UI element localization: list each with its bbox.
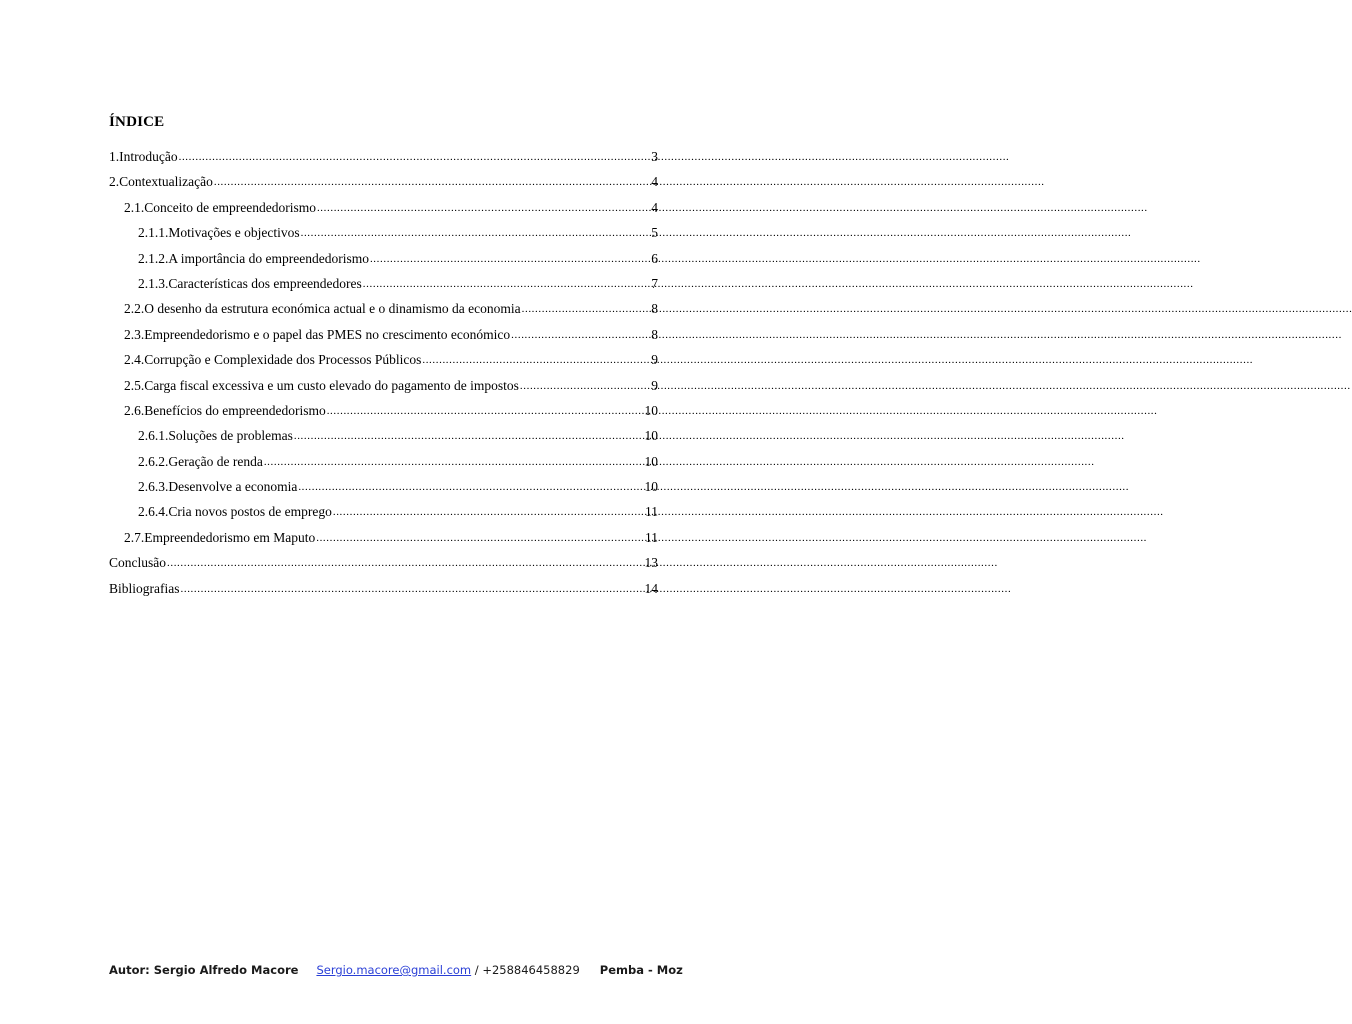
toc-entry-label: 2.7.Empreendedorismo em Maputo [124,529,316,545]
toc-dot-leader [294,424,641,447]
toc-entry-label: 2.Contextualização [109,174,213,190]
toc-entry-page-number: 9 [651,352,658,368]
toc-entry-label: Conclusão [109,555,166,571]
toc-entry[interactable] [109,171,658,196]
toc-dot-leader [333,500,641,523]
toc-entry[interactable] [109,578,658,603]
toc-entry[interactable] [109,349,658,374]
toc-entry-label: 2.6.2.Geração de renda [138,453,263,469]
toc-entry-page-number: 5 [651,225,658,241]
toc-dot-leader [316,526,641,549]
toc-dot-leader [511,323,647,346]
footer-phone: / +258846458829 [471,963,580,977]
toc-entry-page-number: 8 [651,326,658,342]
toc-dot-leader [363,272,647,295]
toc-dot-leader [422,348,647,371]
toc-entry[interactable] [109,273,658,298]
footer-location: Pemba - Moz [599,963,683,977]
toc-entry-page-number: 10 [644,428,658,444]
table-of-contents [109,146,658,603]
toc-dot-leader [317,196,647,219]
toc-entry-page-number: 10 [644,453,658,469]
toc-entry-page-number: 10 [644,402,658,418]
toc-entry-page-number: 9 [651,377,658,393]
footer-email-link[interactable]: Sergio.macore@gmail.com [316,963,472,977]
toc-entry[interactable] [109,298,658,323]
toc-entry[interactable] [109,425,658,450]
toc-entry[interactable] [109,552,658,577]
toc-entry-label: 1.Introdução [109,149,178,164]
toc-entry-page-number: 3 [651,149,658,164]
toc-entry-label: 2.6.1.Soluções de problemas [138,428,293,444]
toc-entry-label: 2.1.Conceito de empreendedorismo [124,199,316,215]
toc-entry-label: Bibliografias [109,580,180,596]
toc-entry-label: 2.2.O desenho da estrutura económica actual e o dinamismo da economia [124,301,521,317]
toc-entry-label: 2.1.2.A importância do empreendedorismo [138,250,369,266]
toc-entry-label: 2.6.3.Desenvolve a economia [138,479,298,495]
toc-dot-leader [370,247,647,270]
toc-entry-label: 2.4.Corrupção e Complexidade dos Processos Públicos [124,352,422,368]
page-footer [109,963,683,977]
toc-dot-leader [167,551,641,574]
toc-entry[interactable] [109,375,658,400]
toc-entry[interactable] [109,324,658,349]
toc-entry-label: 2.6.Benefícios do empreendedorismo [124,402,326,418]
toc-entry-page-number: 10 [644,479,658,495]
toc-entry[interactable] [109,476,658,501]
toc-entry-label: 2.3.Empreendedorismo e o papel das PMES no crescimento económico [124,326,511,342]
toc-entry-page-number: 14 [644,580,658,596]
toc-dot-leader [520,374,647,397]
toc-entry-label: 2.1.1.Motivações e objectivos [138,225,300,241]
toc-dot-leader [298,475,640,498]
toc-entry-page-number: 4 [651,174,658,190]
toc-dot-leader [181,577,641,600]
toc-entry[interactable] [109,501,658,526]
toc-entry[interactable] [109,146,658,171]
toc-entry-label: 2.1.3.Características dos empreendedores [138,275,362,291]
toc-entry[interactable] [109,222,658,247]
toc-entry-page-number: 11 [645,529,658,545]
toc-entry-page-number: 7 [651,275,658,291]
toc-entry-page-number: 11 [645,504,658,520]
toc-entry[interactable] [109,451,658,476]
toc-entry-label: 2.5.Carga fiscal excessiva e um custo elevado do pagamento de impostos [124,377,519,393]
toc-dot-leader [301,221,648,244]
toc-entry-page-number: 4 [651,199,658,215]
toc-dot-leader [264,450,641,473]
toc-entry[interactable] [109,197,658,222]
footer-author: Autor: Sergio Alfredo Macore [109,963,299,977]
toc-entry-page-number: 6 [651,250,658,266]
toc-dot-leader [522,297,648,320]
toc-entry-page-number: 8 [651,301,658,317]
toc-entry-page-number: 13 [644,555,658,571]
toc-entry[interactable] [109,400,658,425]
toc-dot-leader [327,399,641,422]
toc-dot-leader [179,145,648,168]
toc-title: ÍNDICE [109,114,165,130]
toc-entry[interactable] [109,248,658,273]
toc-dot-leader [214,170,647,193]
toc-entry-label: 2.6.4.Cria novos postos de emprego [138,504,332,520]
toc-entry[interactable] [109,527,658,552]
